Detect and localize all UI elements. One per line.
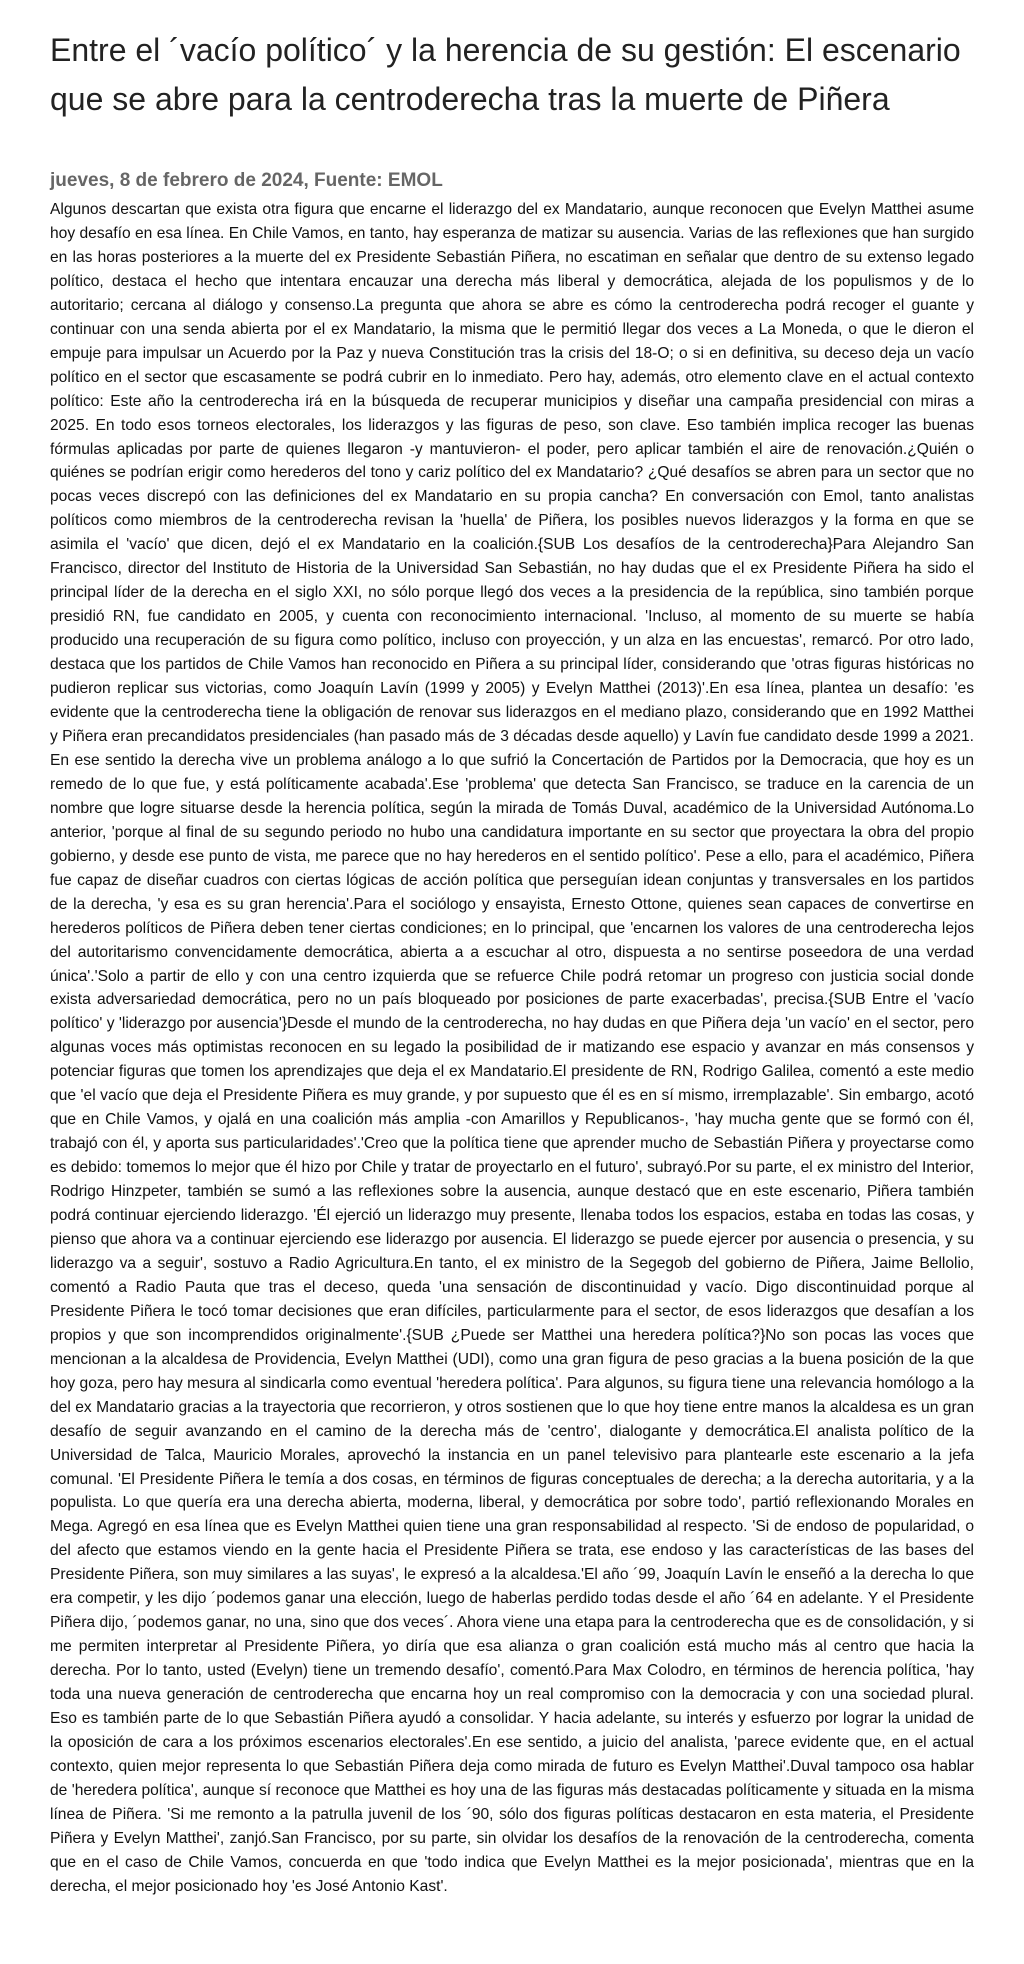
- article-title: Entre el ´vacío político´ y la herencia de su gestión: El escenario que se abre para la centroderecha tras la muerte de Piñera: [50, 32, 961, 117]
- article-body: Algunos descartan que exista otra figura que encarne el liderazgo del ex Mandatario, aunque reconocen que Evelyn Matthei asume hoy desafío en esa línea. En Chile Vamos, en tanto, hay esperanza de matizar su ausencia. Varias de las reflexiones que han surgido en las horas posteriores a la muerte del ex Presidente Sebastián Piñera, no escatiman en señalar que dentro de su extenso legado político, destaca el hecho que intentara encauzar una derecha más liberal y democrática, alejada de los populismos y de lo autoritario; cercana al diálogo y consenso.La pregunta que ahora se abre es cómo la centroderecha podrá recoger el guante y continuar con una senda abierta por el ex Mandatario, la misma que le permitió llegar dos veces a La Moneda, o que le dieron el empuje para impulsar un Acuerdo por la Paz y nueva Constitución tras la crisis del 18-O; o si en definitiva, su deceso deja un vacío político en el sector que escasamente se podrá cubrir en lo inmediato. Pero hay, además, otro elemento clave en el actual contexto político: Este año la centroderecha irá en la búsqueda de recuperar municipios y diseñar una campaña presidencial con miras a 2025. En todo esos torneos electorales, los liderazgos y las figuras de peso, son clave. Eso también implica recoger las buenas fórmulas aplicadas por parte de quienes llegaron -y mantuvieron- el poder, pero aplicar también el aire de renovación.¿Quién o quiénes se podrían erigir como herederos del tono y cariz político del ex Mandatario? ¿Qué desafíos se abren para un sector que no pocas veces discrepó con las definiciones del ex Mandatario en su propia cancha? En conversación con Emol, tanto analistas políticos como miembros de la centroderecha revisan la 'huella' de Piñera, los posibles nuevos liderazgos y la forma en que se asimila el 'vacío' que dicen, dejó el ex Mandatario en la coalición.{SUB Los desafíos de la centroderecha}Para Alejandro San Francisco, director del Instituto de Historia de la Universidad San Sebastián, no hay dudas que el ex Presidente Piñera ha sido el principal líder de la derecha en el siglo XXI, no sólo porque llegó dos veces a la presidencia de la república, sino también porque presidió RN, fue candidato en 2005, y cuenta con reconocimiento internacional. 'Incluso, al momento de su muerte se había producido una recuperación de su figura como político, incluso con proyección, y un alza en las encuestas', remarcó. Por otro lado, destaca que los partidos de Chile Vamos han reconocido en Piñera a su principal líder, considerando que 'otras figuras históricas no pudieron replicar sus victorias, como Joaquín Lavín (1999 y 2005) y Evelyn Matthei (2013)'.En esa línea, plantea un desafío: 'es evidente que la centroderecha tiene la obligación de renovar sus liderazgos en el mediano plazo, considerando que en 1992 Matthei y Piñera eran precandidatos presidenciales (han pasado más de 3 décadas desde aquello) y Lavín fue candidato desde 1999 a 2021. En ese sentido la derecha vive un problema análogo a lo que sufrió la Concertación de Partidos por la Democracia, que hoy es un remedo de lo que fue, y está políticamente acabada'.Ese 'problema' que detecta San Francisco, se traduce en la carencia de un nombre que logre situarse desde la herencia política, según la mirada de Tomás Duval, académico de la Universidad Autónoma.Lo anterior, 'porque al final de su segundo periodo no hubo una candidatura importante en su sector que proyectara la obra del propio gobierno, y desde ese punto de vista, me parece que no hay herederos en el sentido político'. Pese a ello, para el académico, Piñera fue capaz de diseñar cuadros con ciertas lógicas de acción política que perseguían idean conjuntas y transversales en los partidos de la derecha, 'y esa es su gran herencia'.Para el sociólogo y ensayista, Ernesto Ottone, quienes sean capaces de convertirse en herederos políticos de Piñera deben tener ciertas condiciones; en lo principal, que 'encarnen los valores de una centroderecha lejos del autoritarismo convencidamente democrática, abierta a a escuchar al otro, dispuesta a no sentirse poseedora de una verdad única'.'Solo a partir de ello y con una centro izquierda que se refuerce Chile podrá retomar un progreso con justicia social donde exista adversariedad democrática, pero no un país bloqueado por posiciones de parte exacerbadas', precisa.{SUB Entre el 'vacío político' y 'liderazgo por ausencia'}Desde el mundo de la centroderecha, no hay dudas en que Piñera deja 'un vacío' en el sector, pero algunas voces más optimistas reconocen en su legado la posibilidad de ir matizando ese espacio y avanzar en más consensos y potenciar figuras que tomen los aprendizajes que deja el ex Mandatario.El presidente de RN, Rodrigo Galilea, comentó a este medio que 'el vacío que deja el Presidente Piñera es muy grande, y por supuesto que él es en sí mismo, irremplazable'. Sin embargo, acotó que en Chile Vamos, y ojalá en una coalición más amplia -con Amarillos y Republicanos-, 'hay mucha gente que se formó con él, trabajó con él, y aporta sus particularidades'.'Creo que la política tiene que aprender mucho de Sebastián Piñera y proyectarse como es debido: tomemos lo mejor que él hizo por Chile y tratar de proyectarlo en el futuro', subrayó.Por su parte, el ex ministro del Interior, Rodrigo Hinzpeter, también se sumó a las reflexiones sobre la ausencia, aunque destacó que en este escenario, Piñera también podrá continuar ejerciendo liderazgo. 'Él ejerció un liderazgo muy presente, llenaba todos los espacios, estaba en todas las cosas, y pienso que ahora va a continuar ejerciendo ese liderazgo por ausencia. El liderazgo se puede ejercer por ausencia o presencia, y su liderazgo va a seguir', sostuvo a Radio Agricultura.En tanto, el ex ministro de la Segegob del gobierno de Piñera, Jaime Bellolio, comentó a Radio Pauta que tras el deceso, queda 'una sensación de discontinuidad y vacío. Digo discontinuidad porque al Presidente Piñera le tocó tomar decisiones que eran difíciles, particularmente para el sector, de esos liderazgos que desafían a los propios y que son incomprendidos originalmente'.{SUB ¿Puede ser Matthei una heredera política?}No son pocas las voces que mencionan a la alcaldesa de Providencia, Evelyn Matthei (UDI), como una gran figura de peso gracias a la buena posición de la que hoy goza, pero hay mesura al sindicarla como eventual 'heredera política'. Para algunos, su figura tiene una relevancia homólogo a la del ex Mandatario gracias a la trayectoria que recorrieron, y otros sostienen que lo que hoy tiene entre manos la alcaldesa es un gran desafío de seguir avanzando en el camino de la derecha más de 'centro', dialogante y democrática.El analista político de la Universidad de Talca, Mauricio Morales, aprovechó la instancia en un panel televisivo para plantearle este escenario a la jefa comunal. 'El Presidente Piñera le temía a dos cosas, en términos de figuras conceptuales de derecha; a la derecha autoritaria, y a la populista. Lo que quería era una derecha abierta, moderna, liberal, y democrática por sobre todo', partió reflexionando Morales en Mega. Agregó en esa línea que es Evelyn Matthei quien tiene una gran responsabilidad al respecto. 'Si de endoso de popularidad, o del afecto que estamos viendo en la gente hacia el Presidente Piñera se trata, ese endoso y las características de las bases del Presidente Piñera, son muy similares a las suyas', le expresó a la alcaldesa.'El año ´99, Joaquín Lavín le enseñó a la derecha lo que era competir, y les dijo ´podemos ganar una elección, luego de haberlas perdido todas desde el año ´64 en adelante. Y el Presidente Piñera dijo, ´podemos ganar, no una, sino que dos veces´. Ahora viene una etapa para la centroderecha que es de consolidación, y si me permiten interpretar al Presidente Piñera, yo diría que esa alianza o gran coalición está mucho más al centro que hacia la derecha. Por lo tanto, usted (Evelyn) tiene un tremendo desafío', comentó.Para Max Colodro, en términos de herencia política, 'hay toda una nueva generación de centroderecha que encarna hoy un real compromiso con la democracia y con una sociedad plural. Eso es también parte de lo que Sebastián Piñera ayudó a consolidar. Y hacia adelante, su interés y esfuerzo por lograr la unidad de la oposición de cara a los próximos escenarios electorales'.En ese sentido, a juicio del analista, 'parece evidente que, en el actual contexto, quien mejor representa lo que Sebastián Piñera deja como mirada de futuro es Evelyn Matthei'.Duval tampoco osa hablar de 'heredera política', aunque sí reconoce que Matthei es hoy una de las figuras más destacadas políticamente y situada en la misma línea de Piñera. 'Si me remonto a la patrulla juvenil de los ´90, sólo dos figuras políticas destacaron en esta materia, el Presidente Piñera y Evelyn Matthei', zanjó.San Francisco, por su parte, sin olvidar los desafíos de la renovación de la centroderecha, comenta que en el caso de Chile Vamos, concuerda en que 'todo indica que Evelyn Matthei es la mejor posicionada', mientras que en la derecha, el mejor posicionado hoy 'es José Antonio Kast'.: [50, 201, 974, 1895]
- article-date-source: jueves, 8 de febrero de 2024, Fuente: EMOL: [50, 170, 443, 191]
